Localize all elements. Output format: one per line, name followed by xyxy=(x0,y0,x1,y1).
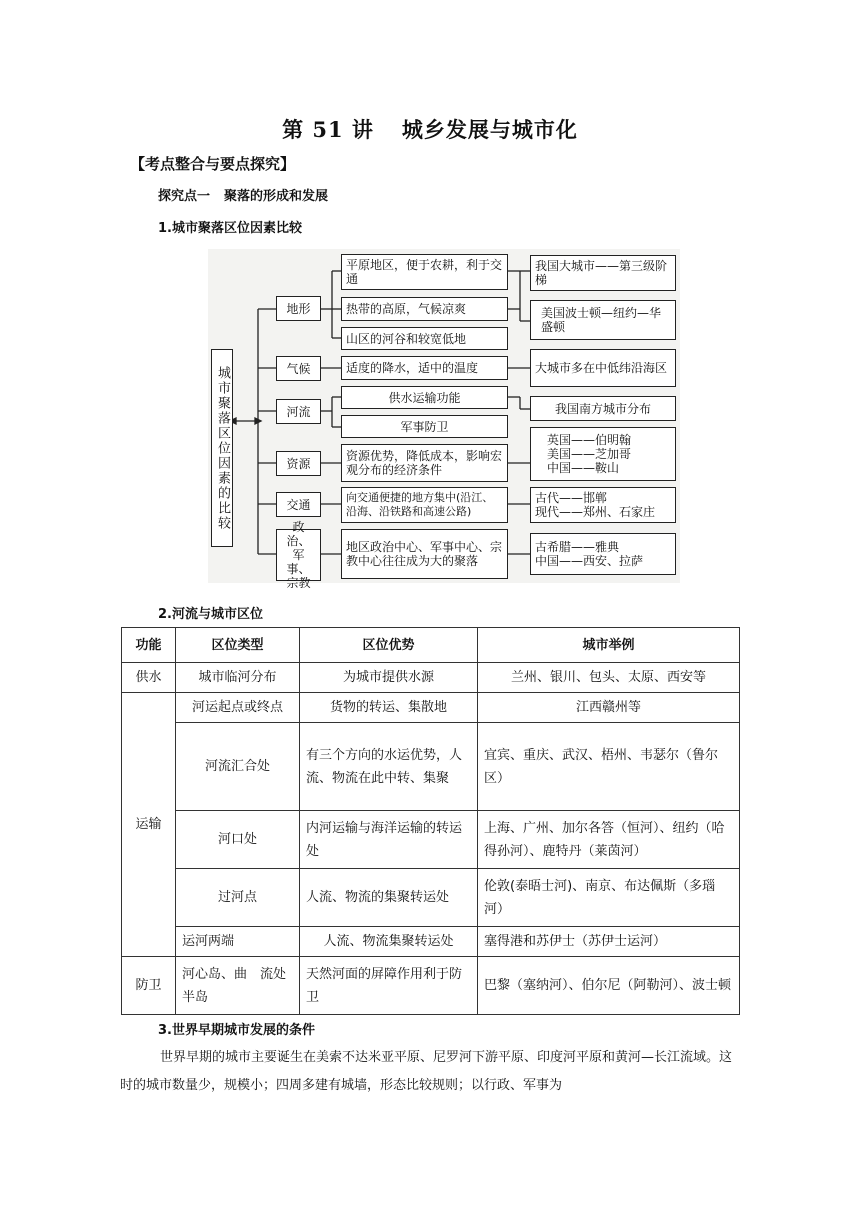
condition-water-supply: 供水运输功能 xyxy=(341,386,508,409)
section-heading: 【考点整合与要点探究】 xyxy=(130,155,296,173)
explore-text: 聚落的形成和发展 xyxy=(224,189,329,204)
table-cell: 人流、物流的集聚转运处 xyxy=(300,869,478,927)
table-row xyxy=(122,927,740,957)
table-group-cell: 运输 xyxy=(122,693,176,957)
table-header-row xyxy=(122,628,740,663)
table-cell: 天然河面的屏障作用利于防卫 xyxy=(300,957,478,1015)
heading-location-factors: 1.城市聚落区位因素比较 xyxy=(158,221,302,236)
table-cell: 运河两端 xyxy=(176,927,300,957)
table-cell: 人流、物流集聚转运处 xyxy=(300,927,478,957)
table-header: 区位类型 xyxy=(176,628,300,663)
table-row xyxy=(122,957,740,1015)
condition-valley: 山区的河谷和较宽低地 xyxy=(341,327,508,350)
river-city-table xyxy=(121,627,740,1015)
factor-transport: 交通 xyxy=(276,492,321,517)
factor-terrain: 地形 xyxy=(276,296,321,321)
table-cell: 货物的转运、集散地 xyxy=(300,693,478,723)
table-cell: 城市临河分布 xyxy=(176,663,300,693)
example-politics: 古希腊——雅典 中国——西安、拉萨 xyxy=(530,533,676,575)
table-cell: 宜宾、重庆、武汉、梧州、韦瑟尔（鲁尔区） xyxy=(478,723,740,811)
table-cell: 兰州、银川、包头、太原、西安等 xyxy=(478,663,740,693)
factor-climate: 气候 xyxy=(276,356,321,381)
table-cell: 为城市提供水源 xyxy=(300,663,478,693)
table-cell: 有三个方向的水运优势，人流、物流在此中转、集聚 xyxy=(300,723,478,811)
example-river: 我国南方城市分布 xyxy=(530,396,676,421)
table-cell: 内河运输与海洋运输的转运处 xyxy=(300,811,478,869)
body-paragraph: 世界早期的城市主要诞生在美索不达米亚平原、尼罗河下游平原、印度河平原和黄河—长江流域。这时的城市数量少，规模小；四周多建有城墙，形态比较规则；以行政、军事为 xyxy=(120,1050,733,1093)
example-ladder: 我国大城市——第三级阶梯 xyxy=(530,255,676,291)
factor-resources: 资源 xyxy=(276,451,321,476)
heading-river-city: 2.河流与城市区位 xyxy=(158,607,263,622)
explore-label: 探究点一 xyxy=(158,189,211,204)
table-cell: 河口处 xyxy=(176,811,300,869)
table-row xyxy=(122,811,740,869)
explore-point xyxy=(158,185,328,204)
table-cell: 河运起点或终点 xyxy=(176,693,300,723)
table-group-cell: 防卫 xyxy=(122,957,176,1015)
table-row xyxy=(122,869,740,927)
table-row xyxy=(122,663,740,693)
condition-plateau: 热带的高原，气候凉爽 xyxy=(341,297,508,321)
example-resources: 英国——伯明翰 美国——芝加哥 中国——鞍山 xyxy=(530,427,676,481)
factor-politics: 政治、军事、宗教 xyxy=(276,529,321,581)
example-transport: 古代——邯郸 现代——郑州、石家庄 xyxy=(530,487,676,523)
diagram-root-box: 城市聚落区位因素的比较 xyxy=(211,349,233,547)
table-cell: 上海、广州、加尔各答（恒河）、纽约（哈得孙河）、鹿特丹（莱茵河） xyxy=(478,811,740,869)
condition-politics: 地区政治中心、军事中心、宗教中心往往成为大的聚落 xyxy=(341,529,508,579)
condition-transport: 向交通便捷的地方集中(沿江、沿海、沿铁路和高速公路) xyxy=(341,487,508,523)
table-header: 功能 xyxy=(122,628,176,663)
lecture-number: 第 51 讲 xyxy=(282,117,374,142)
page-title xyxy=(0,114,860,144)
table-cell: 伦敦(泰晤士河)、南京、布达佩斯（多瑙河） xyxy=(478,869,740,927)
example-boston: 美国波士顿—纽约—华盛顿 xyxy=(530,300,676,340)
condition-defense: 军事防卫 xyxy=(341,415,508,438)
table-cell: 过河点 xyxy=(176,869,300,927)
factor-river: 河流 xyxy=(276,399,321,424)
table-row xyxy=(122,693,740,723)
table-cell: 河心岛、曲 流处半岛 xyxy=(176,957,300,1015)
table-cell: 巴黎（塞纳河）、伯尔尼（阿勒河）、波士顿 xyxy=(478,957,740,1015)
table-cell: 江西赣州等 xyxy=(478,693,740,723)
example-climate: 大城市多在中低纬沿海区 xyxy=(530,349,676,387)
table-header: 城市举例 xyxy=(478,628,740,663)
condition-plain: 平原地区，便于农耕，利于交通 xyxy=(341,254,508,290)
location-factor-diagram xyxy=(208,249,680,590)
table-group-cell: 供水 xyxy=(122,663,176,693)
table-cell: 塞得港和苏伊士（苏伊士运河） xyxy=(478,927,740,957)
table-row xyxy=(122,723,740,811)
condition-climate: 适度的降水，适中的温度 xyxy=(341,356,508,380)
condition-resources: 资源优势，降低成本，影响宏观分布的经济条件 xyxy=(341,444,508,482)
lecture-topic: 城乡发展与城市化 xyxy=(401,117,578,142)
heading-early-cities: 3.世界早期城市发展的条件 xyxy=(158,1023,315,1038)
table-header: 区位优势 xyxy=(300,628,478,663)
table-cell: 河流汇合处 xyxy=(176,723,300,811)
